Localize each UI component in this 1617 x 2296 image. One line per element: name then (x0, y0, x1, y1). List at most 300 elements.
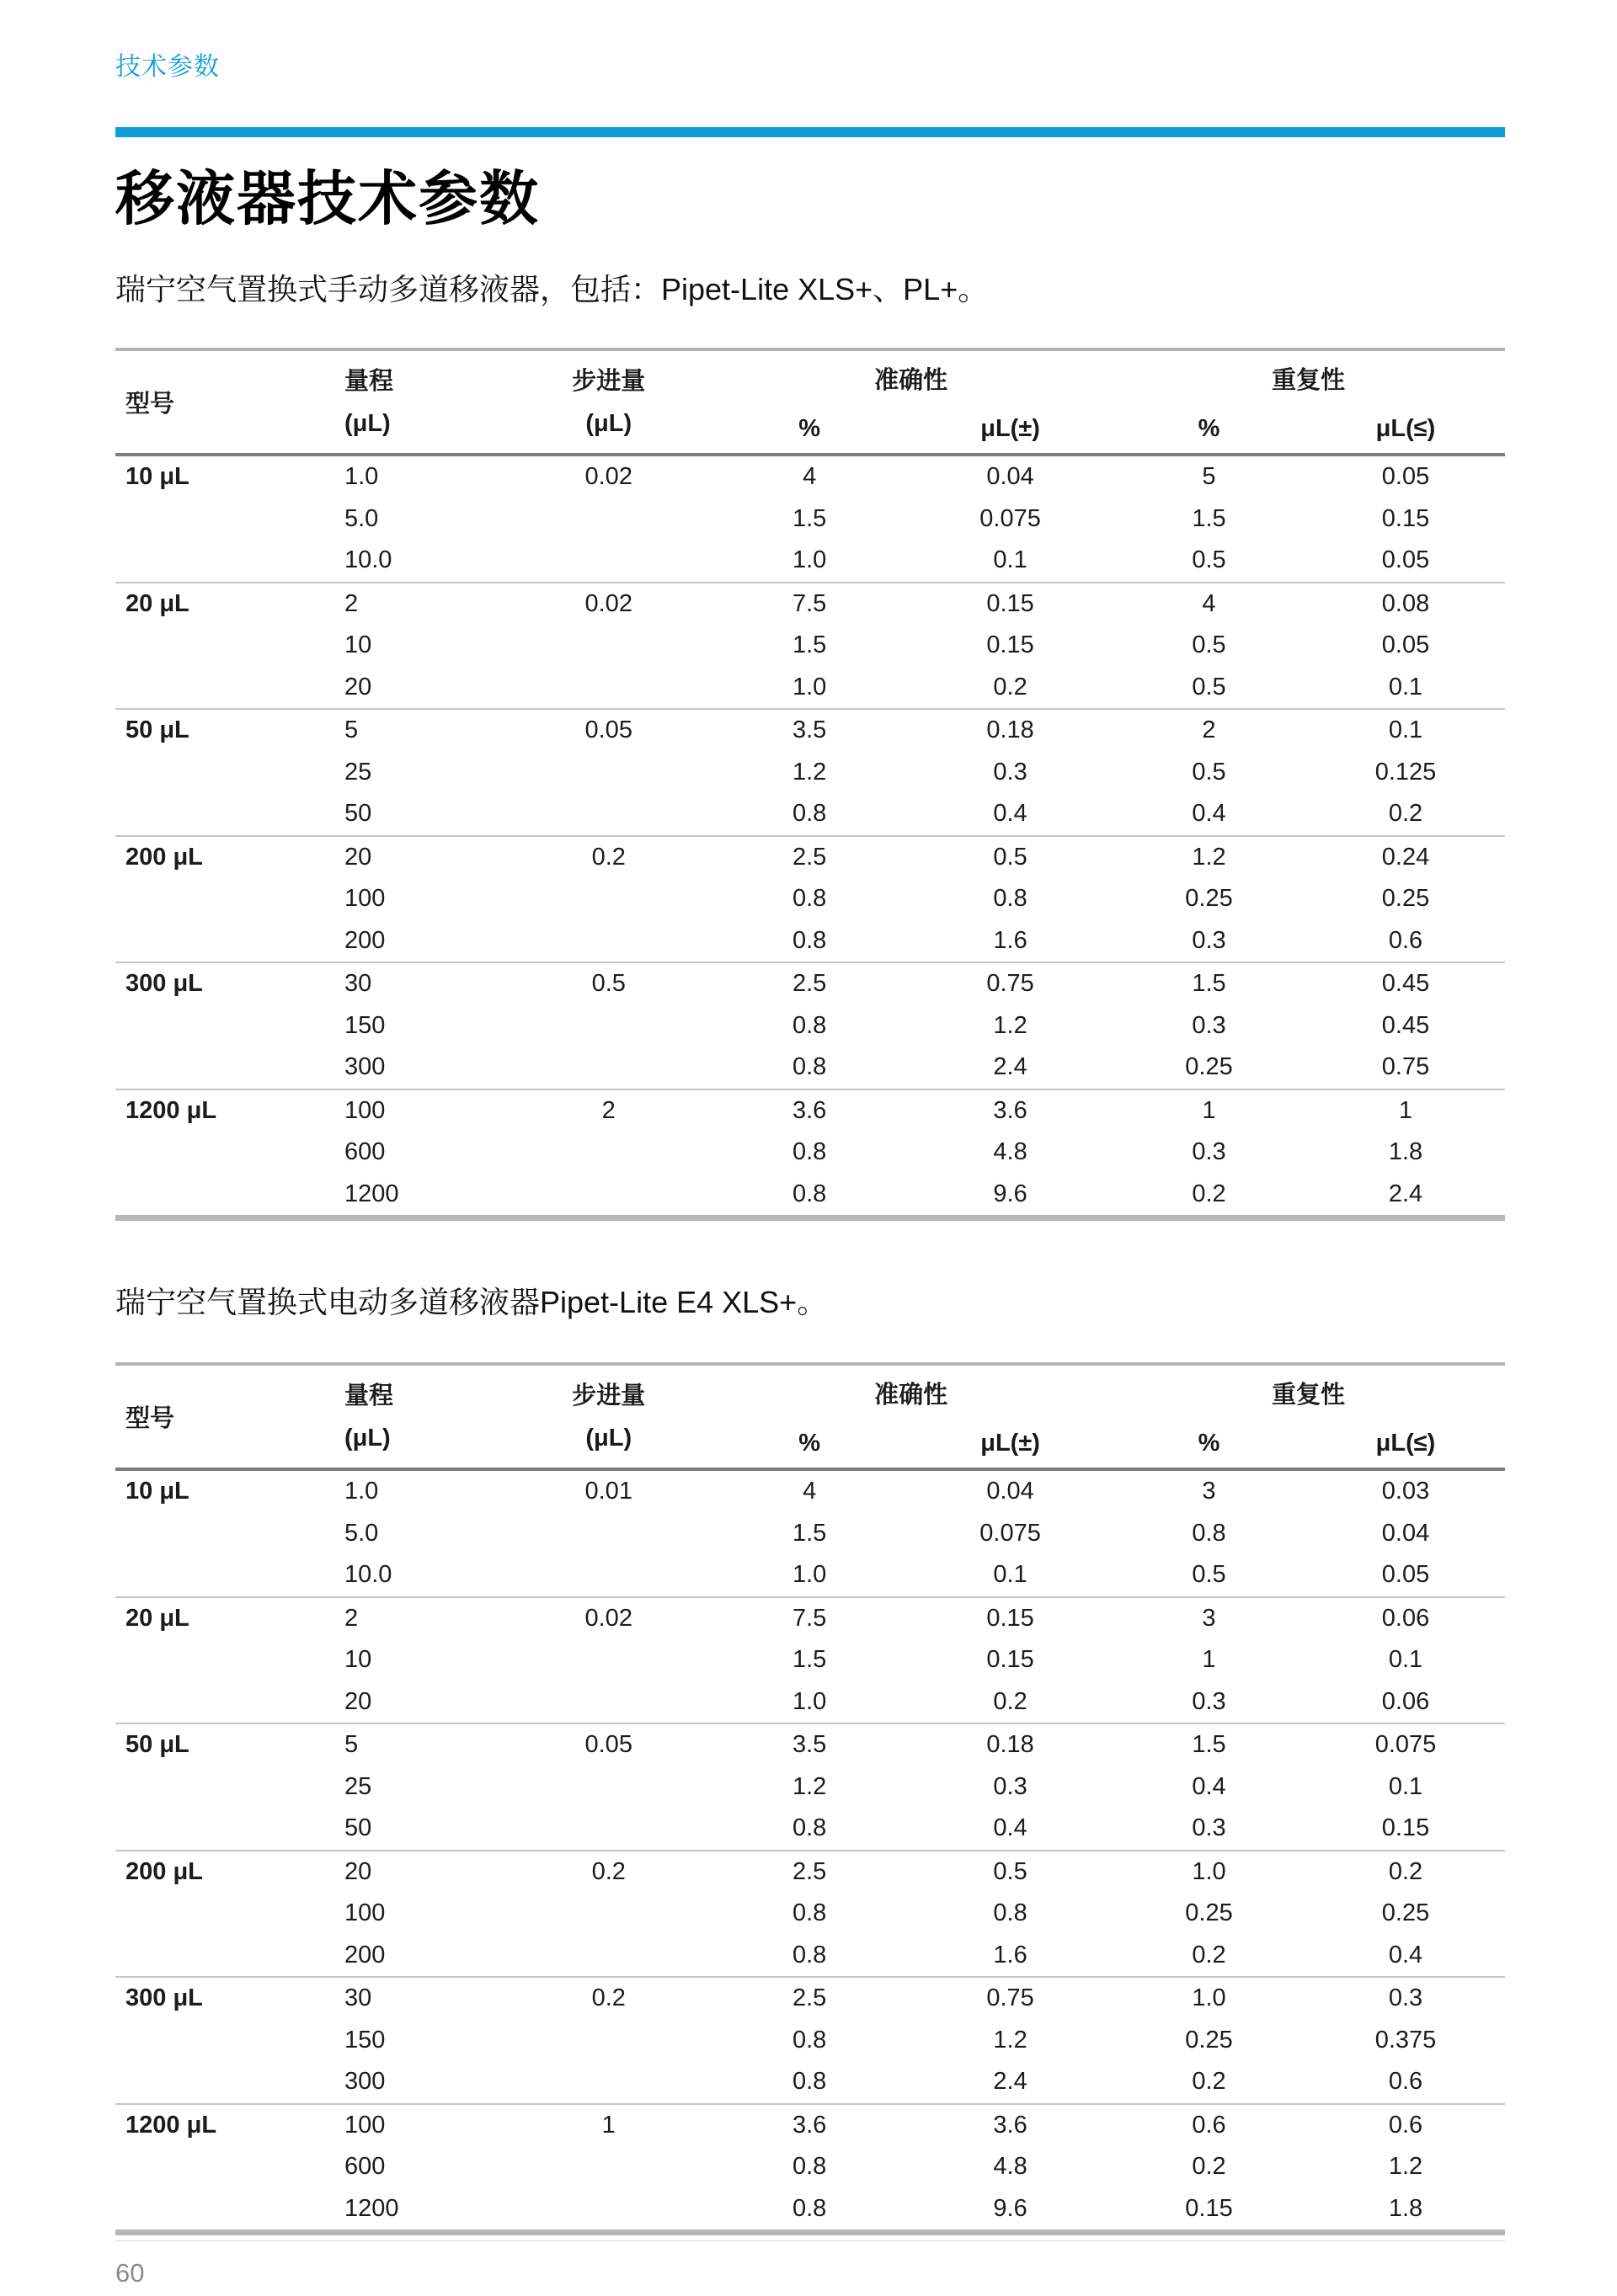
repeat-ul-cell: 0.75 (1381, 1053, 1430, 1081)
accuracy-ul-cell: 0.18 (986, 717, 1034, 744)
range-cell: 200 (344, 926, 386, 954)
accuracy-ul-cell: 0.1 (993, 546, 1027, 574)
model-group (115, 1089, 1505, 1218)
model-cell (115, 1639, 314, 1681)
model-cell (115, 2061, 314, 2104)
repeat-ul-cell: 2.4 (1388, 1180, 1423, 1207)
model-cell (115, 1047, 314, 1089)
repeat-ul-cell: 0.1 (1388, 717, 1423, 744)
range-cell: 200 (344, 1941, 386, 1968)
range-cell: 600 (344, 2153, 386, 2181)
col-header-repeat-ul: μL(≤) (1375, 1430, 1436, 1457)
range-cell: 2 (344, 1604, 359, 1632)
model-cell: 300 μL (125, 970, 203, 998)
col-header-range-unit: (μL) (344, 409, 391, 437)
accuracy-ul-cell: 3.6 (993, 1096, 1027, 1124)
model-cell: 200 μL (125, 843, 203, 871)
range-cell: 100 (344, 1899, 386, 1927)
model-cell (115, 752, 314, 794)
accuracy-ul-cell: 9.6 (993, 2194, 1027, 2222)
model-cell (115, 1513, 314, 1555)
range-cell: 25 (344, 1772, 372, 1800)
accuracy-pct-cell: 7.5 (792, 1604, 827, 1632)
accuracy-ul-cell: 4.8 (993, 2153, 1027, 2181)
range-cell: 100 (344, 885, 386, 913)
repeat-pct-cell: 3 (1202, 1604, 1216, 1632)
model-cell (115, 793, 314, 836)
range-cell: 20 (344, 1857, 372, 1885)
repeat-pct-cell: 0.2 (1192, 1180, 1226, 1207)
accuracy-ul-cell: 1.2 (993, 1011, 1027, 1039)
model-group (115, 836, 1505, 963)
model-cell (115, 1893, 314, 1935)
range-cell: 20 (344, 1687, 372, 1715)
intro-manual-pipettes: 瑞宁空气置换式手动多道移液器，包括：Pipet-Lite XLS+、PL+。 (115, 272, 989, 306)
repeat-pct-cell: 0.25 (1185, 885, 1233, 913)
repeat-ul-cell: 1.8 (1388, 1138, 1423, 1166)
col-header-accuracy-ul: μL(±) (980, 415, 1040, 442)
spec-row (115, 793, 1505, 836)
model-cell: 20 μL (125, 589, 189, 617)
spec-row (115, 1639, 1505, 1681)
accuracy-pct-cell: 2.5 (792, 1984, 827, 2012)
spec-row (115, 1132, 1505, 1174)
spec-row (115, 1851, 1505, 1894)
col-header-range (314, 1364, 507, 1469)
repeat-pct-cell: 1.5 (1192, 970, 1226, 998)
accuracy-pct-cell: 4 (803, 1478, 817, 1505)
repeat-ul-cell: 0.45 (1381, 970, 1430, 998)
col-header-repeat-ul: μL(≤) (1375, 415, 1436, 442)
repeat-ul-cell: 0.6 (1388, 2111, 1423, 2139)
accuracy-ul-cell: 0.8 (993, 1899, 1027, 1927)
repeat-ul-cell: 0.2 (1388, 800, 1423, 828)
col-header-repeatability: 重复性 (1271, 366, 1345, 394)
accuracy-ul-cell: 0.4 (993, 800, 1027, 828)
accuracy-pct-cell: 1.2 (792, 758, 827, 786)
col-header-step-unit: (μL) (585, 409, 632, 437)
model-cell: 50 μL (125, 1731, 189, 1759)
repeat-ul-cell: 0.4 (1388, 1941, 1423, 1968)
accuracy-ul-cell: 0.04 (986, 1478, 1034, 1505)
accuracy-ul-cell: 0.1 (993, 1561, 1027, 1589)
step-cell (507, 625, 710, 667)
col-header-range (314, 349, 507, 455)
step-cell (507, 1681, 710, 1724)
range-cell: 20 (344, 673, 372, 701)
spec-row (115, 1766, 1505, 1809)
accuracy-ul-cell: 0.04 (986, 463, 1034, 491)
accuracy-pct-cell: 1.0 (792, 1687, 827, 1715)
accuracy-pct-cell: 1.5 (792, 631, 827, 659)
step-cell: 0.02 (584, 1604, 632, 1632)
spec-row (115, 1554, 1505, 1597)
repeat-ul-cell: 0.6 (1388, 2068, 1423, 2096)
range-cell: 10.0 (344, 1561, 392, 1589)
step-cell: 0.02 (584, 589, 632, 617)
spec-row (115, 540, 1505, 583)
range-cell: 300 (344, 2068, 386, 2096)
range-cell: 20 (344, 843, 372, 871)
repeat-pct-cell: 5 (1202, 463, 1216, 491)
accuracy-ul-cell: 0.15 (986, 589, 1034, 617)
step-cell (507, 540, 710, 583)
repeat-pct-cell: 0.5 (1192, 546, 1226, 574)
col-header-step-label: 步进量 (572, 367, 646, 395)
repeat-pct-cell: 0.3 (1192, 1687, 1226, 1715)
step-cell (507, 2188, 710, 2233)
spec-row (115, 1808, 1505, 1851)
repeat-pct-cell: 0.25 (1185, 1899, 1233, 1927)
range-cell: 5 (344, 717, 359, 744)
repeat-ul-cell: 0.05 (1381, 631, 1430, 659)
model-cell: 1200 μL (125, 1096, 217, 1124)
range-cell: 1.0 (344, 1478, 379, 1505)
range-cell: 50 (344, 1814, 372, 1842)
accuracy-pct-cell: 3.6 (792, 1096, 827, 1124)
model-group (115, 1597, 1505, 1724)
accuracy-pct-cell: 0.8 (792, 1180, 827, 1207)
repeat-pct-cell: 4 (1202, 589, 1216, 617)
step-cell (507, 2020, 710, 2062)
step-cell (507, 878, 710, 920)
repeat-ul-cell: 0.24 (1381, 843, 1430, 871)
spec-row (115, 1089, 1505, 1132)
range-cell: 150 (344, 1011, 386, 1039)
model-cell (115, 625, 314, 667)
col-header-repeat-pct: % (1198, 415, 1220, 442)
model-cell: 10 μL (125, 463, 189, 491)
repeat-pct-cell: 0.5 (1192, 758, 1226, 786)
accuracy-ul-cell: 9.6 (993, 1180, 1027, 1207)
accuracy-pct-cell: 1.5 (792, 504, 827, 532)
accuracy-ul-cell: 4.8 (993, 1138, 1027, 1166)
spec-row (115, 1174, 1505, 1218)
repeat-pct-cell: 0.5 (1192, 631, 1226, 659)
accuracy-ul-cell: 0.18 (986, 1731, 1034, 1759)
range-cell: 30 (344, 970, 372, 998)
spec-row (115, 1977, 1505, 2020)
step-cell (507, 1893, 710, 1935)
repeat-ul-cell: 1.2 (1388, 2153, 1423, 2181)
accent-bar (115, 127, 1505, 137)
spec-row (115, 709, 1505, 752)
spec-row (115, 752, 1505, 794)
col-header-step (507, 1364, 710, 1469)
accuracy-ul-cell: 0.5 (993, 843, 1027, 871)
col-header-accuracy-pct: % (798, 415, 821, 442)
accuracy-ul-cell: 0.075 (979, 1519, 1041, 1547)
spec-row (115, 2020, 1505, 2062)
accuracy-ul-cell: 0.5 (993, 1857, 1027, 1885)
accuracy-ul-cell: 0.15 (986, 1646, 1034, 1674)
model-cell: 50 μL (125, 717, 189, 744)
model-cell (115, 540, 314, 583)
spec-row (115, 1935, 1505, 1978)
range-cell: 5 (344, 1731, 359, 1759)
repeat-ul-cell: 0.1 (1388, 1772, 1423, 1800)
step-cell: 2 (601, 1096, 616, 1124)
model-cell (115, 1808, 314, 1851)
repeat-pct-cell: 0.2 (1192, 1941, 1226, 1968)
repeat-pct-cell: 1.5 (1192, 504, 1226, 532)
spec-row (115, 920, 1505, 963)
accuracy-pct-cell: 1.2 (792, 1772, 827, 1800)
accuracy-ul-cell: 1.2 (993, 2026, 1027, 2054)
col-header-step-label: 步进量 (572, 1382, 646, 1409)
accuracy-ul-cell: 0.2 (993, 673, 1027, 701)
repeat-ul-cell: 0.125 (1374, 758, 1437, 786)
model-cell: 10 μL (125, 1478, 189, 1505)
col-header-accuracy-pct: % (798, 1430, 821, 1457)
repeat-pct-cell: 2 (1202, 717, 1216, 744)
repeat-pct-cell: 0.3 (1192, 1138, 1226, 1166)
repeat-pct-cell: 1.0 (1192, 1984, 1226, 2012)
repeat-ul-cell: 0.15 (1381, 1814, 1430, 1842)
step-cell (507, 2146, 710, 2188)
spec-row (115, 1681, 1505, 1724)
accuracy-pct-cell: 2.5 (792, 1857, 827, 1885)
repeat-ul-cell: 0.3 (1388, 1984, 1423, 2012)
step-cell (507, 920, 710, 963)
range-cell: 1200 (344, 2194, 399, 2222)
accuracy-pct-cell: 1.0 (792, 546, 827, 574)
accuracy-ul-cell: 0.3 (993, 758, 1027, 786)
accuracy-pct-cell: 0.8 (792, 800, 827, 828)
repeat-ul-cell: 0.08 (1381, 589, 1430, 617)
col-header-range-label: 量程 (344, 367, 393, 395)
step-cell (507, 1808, 710, 1851)
model-cell (115, 498, 314, 541)
repeat-ul-cell: 1 (1398, 1096, 1413, 1124)
spec-row (115, 1005, 1505, 1047)
accuracy-pct-cell: 0.8 (792, 2194, 827, 2222)
manual-pipettes-spec-table (115, 348, 1505, 1221)
col-header-repeat-pct: % (1198, 1430, 1220, 1457)
repeat-pct-cell: 0.3 (1192, 926, 1226, 954)
accuracy-pct-cell: 4 (803, 463, 817, 491)
model-cell (115, 1174, 314, 1218)
table-header (115, 349, 1505, 455)
step-cell: 0.5 (591, 970, 626, 998)
model-cell (115, 2146, 314, 2188)
step-cell (507, 752, 710, 794)
model-cell (115, 1766, 314, 1809)
model-cell (115, 1005, 314, 1047)
step-cell: 0.01 (584, 1478, 632, 1505)
repeat-ul-cell: 0.06 (1381, 1604, 1430, 1632)
accuracy-pct-cell: 0.8 (792, 885, 827, 913)
repeat-pct-cell: 3 (1202, 1478, 1216, 1505)
range-cell: 30 (344, 1984, 372, 2012)
model-cell (115, 1935, 314, 1978)
col-header-model: 型号 (125, 1405, 175, 1432)
range-cell: 150 (344, 2026, 386, 2054)
step-cell (507, 1174, 710, 1218)
step-cell (507, 1005, 710, 1047)
repeat-ul-cell: 0.05 (1381, 463, 1430, 491)
step-cell (507, 1047, 710, 1089)
footer-divider (115, 2240, 1505, 2241)
range-cell: 10 (344, 631, 372, 659)
repeat-pct-cell: 0.25 (1185, 2026, 1233, 2054)
accuracy-pct-cell: 7.5 (792, 589, 827, 617)
step-cell (507, 2061, 710, 2104)
step-cell (507, 498, 710, 541)
spec-row (115, 625, 1505, 667)
accuracy-pct-cell: 2.5 (792, 843, 827, 871)
page-number: 60 (115, 2258, 145, 2288)
accuracy-pct-cell: 1.0 (792, 1561, 827, 1589)
repeat-pct-cell: 0.8 (1192, 1519, 1226, 1547)
repeat-ul-cell: 0.03 (1381, 1478, 1430, 1505)
model-cell: 300 μL (125, 1984, 203, 2012)
spec-row (115, 2061, 1505, 2104)
repeat-ul-cell: 0.6 (1388, 926, 1423, 954)
repeat-ul-cell: 0.04 (1381, 1519, 1430, 1547)
model-cell (115, 2188, 314, 2233)
accuracy-pct-cell: 1.0 (792, 673, 827, 701)
repeat-pct-cell: 0.15 (1185, 2194, 1233, 2222)
step-cell (507, 1554, 710, 1597)
spec-row (115, 1047, 1505, 1089)
model-group (115, 1977, 1505, 2104)
step-cell (507, 1766, 710, 1809)
spec-row (115, 1513, 1505, 1555)
model-cell: 200 μL (125, 1857, 203, 1885)
col-header-step-unit: (μL) (585, 1424, 632, 1452)
table-header (115, 1364, 1505, 1469)
step-cell: 1 (601, 2111, 616, 2139)
step-cell (507, 1935, 710, 1978)
repeat-pct-cell: 0.25 (1185, 1053, 1233, 1081)
repeat-pct-cell: 0.6 (1192, 2111, 1226, 2139)
accuracy-ul-cell: 3.6 (993, 2111, 1027, 2139)
accuracy-pct-cell: 3.5 (792, 1731, 827, 1759)
repeat-pct-cell: 0.5 (1192, 673, 1226, 701)
model-group (115, 709, 1505, 836)
repeat-pct-cell: 0.4 (1192, 800, 1226, 828)
accuracy-pct-cell: 3.5 (792, 717, 827, 744)
range-cell: 25 (344, 758, 372, 786)
accuracy-pct-cell: 0.8 (792, 1138, 827, 1166)
accuracy-pct-cell: 0.8 (792, 1899, 827, 1927)
accuracy-pct-cell: 0.8 (792, 1053, 827, 1081)
accuracy-ul-cell: 0.75 (986, 970, 1034, 998)
repeat-ul-cell: 0.25 (1381, 885, 1430, 913)
accuracy-pct-cell: 0.8 (792, 1941, 827, 1968)
spec-row (115, 836, 1505, 879)
intro-electronic-pipettes: 瑞宁空气置换式电动多道移液器Pipet-Lite E4 XLS+。 (115, 1285, 828, 1319)
range-cell: 5.0 (344, 504, 379, 532)
accuracy-ul-cell: 2.4 (993, 1053, 1027, 1081)
model-cell (115, 878, 314, 920)
repeat-ul-cell: 0.375 (1374, 2026, 1437, 2054)
accuracy-pct-cell: 0.8 (792, 926, 827, 954)
col-header-model: 型号 (125, 391, 175, 418)
repeat-pct-cell: 0.5 (1192, 1561, 1226, 1589)
repeat-ul-cell: 0.15 (1381, 504, 1430, 532)
model-cell: 1200 μL (125, 2111, 217, 2139)
repeat-ul-cell: 0.1 (1388, 673, 1423, 701)
range-cell: 100 (344, 2111, 386, 2139)
col-header-range-unit: (μL) (344, 1424, 391, 1452)
col-header-range-label: 量程 (344, 1382, 393, 1409)
repeat-pct-cell: 0.3 (1192, 1814, 1226, 1842)
accuracy-ul-cell: 0.075 (979, 504, 1041, 532)
accuracy-pct-cell: 0.8 (792, 2153, 827, 2181)
repeat-ul-cell: 0.1 (1388, 1646, 1423, 1674)
repeat-pct-cell: 0.3 (1192, 1011, 1226, 1039)
model-cell (115, 2020, 314, 2062)
range-cell: 2 (344, 589, 359, 617)
model-cell (115, 1681, 314, 1724)
repeat-pct-cell: 1.2 (1192, 843, 1226, 871)
range-cell: 300 (344, 1053, 386, 1081)
spec-row (115, 962, 1505, 1005)
accuracy-ul-cell: 1.6 (993, 1941, 1027, 1968)
repeat-ul-cell: 0.05 (1381, 546, 1430, 574)
spec-row (115, 1469, 1505, 1513)
spec-row (115, 1723, 1505, 1766)
model-group (115, 1469, 1505, 1597)
step-cell: 0.2 (591, 1984, 626, 2012)
accuracy-pct-cell: 0.8 (792, 1011, 827, 1039)
repeat-pct-cell: 1 (1202, 1096, 1216, 1124)
repeat-pct-cell: 0.2 (1192, 2068, 1226, 2096)
accuracy-pct-cell: 0.8 (792, 2068, 827, 2096)
accuracy-ul-cell: 1.6 (993, 926, 1027, 954)
repeat-ul-cell: 1.8 (1388, 2194, 1423, 2222)
accuracy-pct-cell: 2.5 (792, 970, 827, 998)
accuracy-ul-cell: 0.2 (993, 1687, 1027, 1715)
spec-row (115, 498, 1505, 541)
col-header-accuracy: 准确性 (874, 1381, 948, 1409)
range-cell: 100 (344, 1096, 386, 1124)
range-cell: 50 (344, 800, 372, 828)
electronic-pipettes-spec-table (115, 1362, 1505, 2235)
page-title: 移液器技术参数 (115, 166, 540, 232)
step-cell: 0.05 (584, 717, 632, 744)
accuracy-pct-cell: 0.8 (792, 2026, 827, 2054)
model-group (115, 1851, 1505, 1978)
range-cell: 600 (344, 1138, 386, 1166)
model-cell (115, 667, 314, 710)
step-cell (507, 1513, 710, 1555)
model-group (115, 2104, 1505, 2233)
spec-row (115, 583, 1505, 626)
accuracy-pct-cell: 3.6 (792, 2111, 827, 2139)
spec-row (115, 2104, 1505, 2147)
step-cell: 0.2 (591, 843, 626, 871)
repeat-ul-cell: 0.45 (1381, 1011, 1430, 1039)
col-header-repeatability: 重复性 (1271, 1381, 1345, 1409)
model-cell (115, 1132, 314, 1174)
accuracy-ul-cell: 0.8 (993, 885, 1027, 913)
repeat-ul-cell: 0.075 (1374, 1731, 1437, 1759)
accuracy-pct-cell: 1.5 (792, 1519, 827, 1547)
model-cell (115, 920, 314, 963)
col-header-step (507, 349, 710, 455)
model-group (115, 455, 1505, 583)
accuracy-ul-cell: 0.15 (986, 631, 1034, 659)
accuracy-ul-cell: 0.3 (993, 1772, 1027, 1800)
accuracy-pct-cell: 0.8 (792, 1814, 827, 1842)
spec-row (115, 878, 1505, 920)
col-header-accuracy: 准确性 (874, 366, 948, 394)
repeat-ul-cell: 0.06 (1381, 1687, 1430, 1715)
model-cell (115, 1554, 314, 1597)
